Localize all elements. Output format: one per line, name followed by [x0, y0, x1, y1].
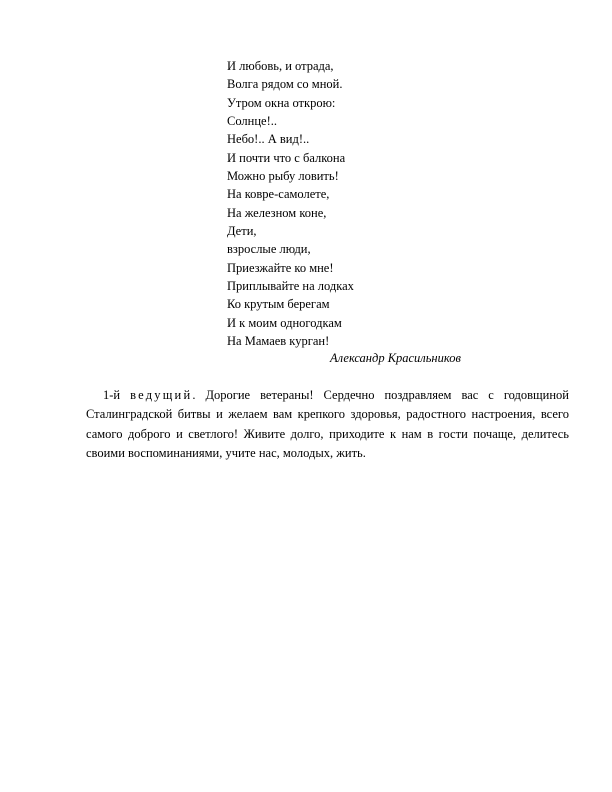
poem-line: Можно рыбу ловить! — [227, 169, 339, 184]
poem-line: взрослые люди, — [227, 242, 311, 257]
poem-line: На железном коне, — [227, 205, 327, 220]
poem-line: И к моим одногодкам — [227, 315, 342, 330]
speaker-role: ведущий — [130, 387, 193, 402]
poem-line: Ко крутым берегам — [227, 297, 330, 312]
poem-line: Приезжайте ко мне! — [227, 260, 334, 275]
poem-line: Приплывайте на лодках — [227, 279, 354, 294]
poem-line: На Мамаев курган! — [227, 334, 330, 349]
poem-line: Волга рядом со мной. — [227, 77, 343, 92]
poem-line: И почти что с балкона — [227, 150, 346, 165]
poem-line: Дети, — [227, 224, 257, 239]
poem-line: И любовь, и отрада, — [227, 59, 334, 73]
poem-line: Небо!.. А вид!.. — [227, 132, 310, 147]
poem-line: На ковре-самолете, — [227, 187, 330, 202]
speaker-number: 1-й — [103, 387, 121, 402]
poem-line: Утром окна открою: — [227, 95, 336, 110]
poem — [227, 57, 527, 351]
speech-text: . Дорогие ветераны! Сердечно поздравляем вас с годовщиной Сталинградской битвы и желаем вам крепкого здоровья, радостного настроения, всего самого доброго и светлого! Живите долго, приходите к нам в гости почаще, делитесь своими воспоминаниями, учите нас, молодых, жить. — [86, 387, 569, 460]
poem-line: Солнце!.. — [227, 114, 277, 129]
host-speech — [86, 386, 569, 464]
poem-author: Александр Красильников — [330, 351, 461, 365]
